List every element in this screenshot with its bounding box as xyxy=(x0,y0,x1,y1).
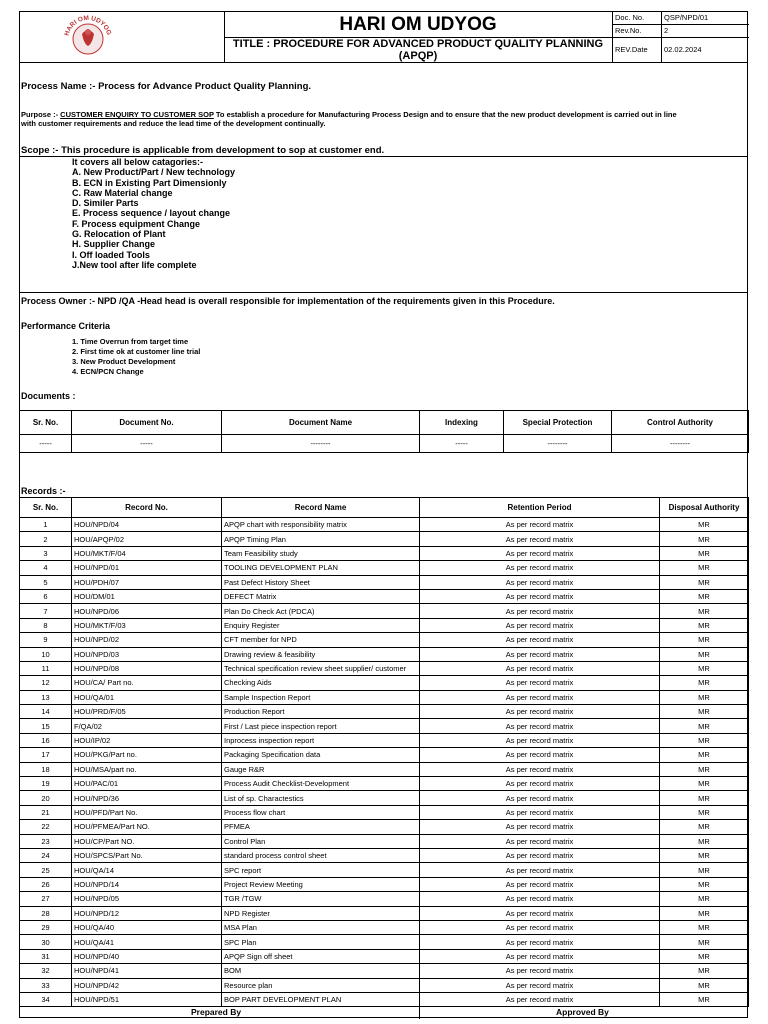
table-cell: MR xyxy=(660,546,749,560)
table-cell: MR xyxy=(660,892,749,906)
table-row xyxy=(20,863,749,877)
table-cell: ----- xyxy=(420,435,504,453)
table-cell: As per record matrix xyxy=(420,661,660,675)
meta-value: 02.02.2024 xyxy=(661,37,702,62)
table-cell: HOU/MSA/part no. xyxy=(72,762,222,776)
table-cell: MR xyxy=(660,762,749,776)
table-cell: As per record matrix xyxy=(420,690,660,704)
table-cell: 2 xyxy=(20,532,72,546)
table-cell: MR xyxy=(660,589,749,603)
table-row xyxy=(20,978,749,992)
table-cell: ----- xyxy=(20,435,72,453)
table-cell: -------- xyxy=(222,435,420,453)
table-cell: MR xyxy=(660,561,749,575)
table-row xyxy=(20,618,749,632)
table-cell: 7 xyxy=(20,604,72,618)
documents-label: Documents : xyxy=(21,391,76,401)
company-logo xyxy=(58,14,118,60)
table-cell: Project Review Meeting xyxy=(222,877,420,891)
table-cell: 21 xyxy=(20,805,72,819)
table-cell: 8 xyxy=(20,618,72,632)
table-cell: HOU/NPD/14 xyxy=(72,877,222,891)
document-title: TITLE : PROCEDURE FOR ADVANCED PRODUCT QUALITY PLANNING (APQP) xyxy=(232,38,604,62)
table-cell: 30 xyxy=(20,935,72,949)
table-cell: HOU/QA/40 xyxy=(72,920,222,934)
table-cell: 3 xyxy=(20,546,72,560)
table-cell: As per record matrix xyxy=(420,618,660,632)
table-row xyxy=(20,561,749,575)
table-cell: MR xyxy=(660,777,749,791)
table-cell: As per record matrix xyxy=(420,762,660,776)
table-cell: Checking Aids xyxy=(222,676,420,690)
column-header: Document No. xyxy=(72,411,222,435)
scope-item: C. Raw Material change xyxy=(72,187,173,198)
column-header: Sr. No. xyxy=(20,411,72,435)
records-label: Records :- xyxy=(21,486,66,496)
table-cell: HOU/PFD/Part No. xyxy=(72,805,222,819)
table-cell: HOU/PDH/07 xyxy=(72,575,222,589)
approved-by-label: Approved By xyxy=(556,1007,609,1017)
column-header: Sr. No. xyxy=(20,498,72,518)
table-cell: BOM xyxy=(222,964,420,978)
table-cell: MR xyxy=(660,690,749,704)
table-cell: -------- xyxy=(504,435,612,453)
table-cell: APQP Sign off sheet xyxy=(222,949,420,963)
table-cell: Drawing review & feasibility xyxy=(222,647,420,661)
footer-divider xyxy=(419,1007,420,1019)
scope-item: J.New tool after life complete xyxy=(72,259,197,270)
table-cell: As per record matrix xyxy=(420,532,660,546)
table-cell: HOU/NPD/42 xyxy=(72,978,222,992)
scope-label: Scope :- This procedure is applicable from development to sop at customer end. xyxy=(21,145,385,156)
table-cell: As per record matrix xyxy=(420,518,660,532)
column-header: Control Authority xyxy=(612,411,749,435)
table-row xyxy=(20,964,749,978)
column-header: Document Name xyxy=(222,411,420,435)
table-cell: HOU/NPD/03 xyxy=(72,647,222,661)
table-cell: As per record matrix xyxy=(420,633,660,647)
table-cell: MR xyxy=(660,978,749,992)
table-cell: 6 xyxy=(20,589,72,603)
table-row xyxy=(20,690,749,704)
process-name: Process Name :- Process for Advance Product Quality Planning. xyxy=(21,81,312,92)
table-cell: 28 xyxy=(20,906,72,920)
table-cell: 12 xyxy=(20,676,72,690)
table-cell: HOU/NPD/12 xyxy=(72,906,222,920)
table-cell: As per record matrix xyxy=(420,676,660,690)
purpose-underlined: CUSTOMER ENQUIRY TO CUSTOMER SOP xyxy=(60,110,214,119)
table-cell: As per record matrix xyxy=(420,978,660,992)
table-cell: As per record matrix xyxy=(420,892,660,906)
table-cell: As per record matrix xyxy=(420,589,660,603)
table-row xyxy=(20,848,749,862)
table-cell: HOU/QA/41 xyxy=(72,935,222,949)
table-cell: 5 xyxy=(20,575,72,589)
table-cell: As per record matrix xyxy=(420,863,660,877)
records-table xyxy=(19,497,749,1007)
table-cell: HOU/PAC/01 xyxy=(72,777,222,791)
table-cell: HOU/CP/Part NO. xyxy=(72,834,222,848)
table-cell: As per record matrix xyxy=(420,820,660,834)
table-cell: APQP chart with responsibility matrix xyxy=(222,518,420,532)
divider xyxy=(19,292,748,293)
table-row xyxy=(20,589,749,603)
table-cell: -------- xyxy=(612,435,749,453)
column-header: Record No. xyxy=(72,498,222,518)
column-header: Indexing xyxy=(420,411,504,435)
meta-rev-no xyxy=(613,24,749,38)
table-cell: Plan Do Check Act (PDCA) xyxy=(222,604,420,618)
scope-item: A. New Product/Part / New technology xyxy=(72,167,236,178)
company-name: HARI OM UDYOG xyxy=(224,12,612,38)
table-cell: HOU/DM/01 xyxy=(72,589,222,603)
table-cell: MR xyxy=(660,705,749,719)
table-row xyxy=(20,935,749,949)
documents-header-row xyxy=(20,411,749,435)
scope-item: I. Off loaded Tools xyxy=(72,249,150,260)
table-cell: As per record matrix xyxy=(420,834,660,848)
table-cell: As per record matrix xyxy=(420,906,660,920)
table-row xyxy=(20,748,749,762)
purpose-line-1 xyxy=(21,110,677,119)
table-cell: MR xyxy=(660,661,749,675)
meta-label: Rev.No. xyxy=(615,26,642,35)
table-cell: Process flow chart xyxy=(222,805,420,819)
purpose-prefix: Purpose :- xyxy=(21,110,61,119)
table-cell: MR xyxy=(660,748,749,762)
table-cell: Technical specification review sheet supplier/ customer xyxy=(222,661,420,675)
table-cell: 23 xyxy=(20,834,72,848)
table-cell: HOU/NPD/36 xyxy=(72,791,222,805)
scope-item: F. Process equipment Change xyxy=(72,218,201,229)
table-cell: As per record matrix xyxy=(420,992,660,1006)
table-row xyxy=(20,661,749,675)
table-cell: ----- xyxy=(72,435,222,453)
table-row xyxy=(20,719,749,733)
records-body xyxy=(20,518,749,1007)
table-cell: MR xyxy=(660,518,749,532)
table-cell: MSA Plan xyxy=(222,920,420,934)
divider xyxy=(19,452,748,453)
table-cell: Inprocess inspection report xyxy=(222,733,420,747)
table-row xyxy=(20,546,749,560)
table-cell: As per record matrix xyxy=(420,719,660,733)
table-cell: MR xyxy=(660,820,749,834)
table-cell: HOU/PRD/F/05 xyxy=(72,705,222,719)
table-row xyxy=(20,762,749,776)
table-cell: HOU/APQP/02 xyxy=(72,532,222,546)
table-cell: 14 xyxy=(20,705,72,719)
table-row xyxy=(20,920,749,934)
table-cell: As per record matrix xyxy=(420,920,660,934)
table-cell: HOU/CA/ Part no. xyxy=(72,676,222,690)
table-cell: MR xyxy=(660,906,749,920)
records-header-row xyxy=(20,498,749,518)
table-cell: As per record matrix xyxy=(420,561,660,575)
table-cell: MR xyxy=(660,618,749,632)
table-cell: F/QA/02 xyxy=(72,719,222,733)
scope-intro: It covers all below catagories:- xyxy=(72,157,204,167)
table-cell: MR xyxy=(660,920,749,934)
table-cell: As per record matrix xyxy=(420,791,660,805)
table-cell: 20 xyxy=(20,791,72,805)
table-cell: 17 xyxy=(20,748,72,762)
performance-item: 2. First time ok at customer line trial xyxy=(72,347,201,356)
table-cell: MR xyxy=(660,791,749,805)
table-cell: SPC report xyxy=(222,863,420,877)
table-cell: MR xyxy=(660,964,749,978)
table-cell: As per record matrix xyxy=(420,546,660,560)
table-row xyxy=(20,676,749,690)
scope-item: B. ECN in Existing Part Dimensionly xyxy=(72,177,227,188)
table-cell: 9 xyxy=(20,633,72,647)
table-row xyxy=(20,805,749,819)
table-cell: 1 xyxy=(20,518,72,532)
table-row xyxy=(20,949,749,963)
table-cell: HOU/NPD/06 xyxy=(72,604,222,618)
table-cell: TOOLING DEVELOPMENT PLAN xyxy=(222,561,420,575)
table-cell: HOU/PKG/Part no. xyxy=(72,748,222,762)
signature-footer xyxy=(19,1006,748,1019)
table-cell: 25 xyxy=(20,863,72,877)
table-row xyxy=(20,647,749,661)
process-owner: Process Owner :- NPD /QA -Head head is overall responsible for implementation of the requirements given in this Procedure. xyxy=(21,296,555,306)
table-cell: HOU/PFMEA/Part NO. xyxy=(72,820,222,834)
logo-text: HARI OM UDYOG xyxy=(63,14,113,37)
purpose-text: To establish a procedure for Manufacturing Process Design and to ensure that the new product development is carried out in line xyxy=(213,110,677,119)
table-cell: DEFECT Matrix xyxy=(222,589,420,603)
scope-item: D. Similer Parts xyxy=(72,198,139,209)
performance-item: 1. Time Overrun from target time xyxy=(72,337,189,346)
column-header: Disposal Authority xyxy=(660,498,749,518)
table-row xyxy=(20,633,749,647)
table-row xyxy=(20,435,749,453)
document-header xyxy=(19,11,748,63)
table-cell: SPC Plan xyxy=(222,935,420,949)
table-cell: HOU/NPD/51 xyxy=(72,992,222,1006)
table-cell: MR xyxy=(660,647,749,661)
performance-item: 4. ECN/PCN Change xyxy=(72,367,144,376)
table-cell: As per record matrix xyxy=(420,935,660,949)
performance-label: Performance Criteria xyxy=(21,321,111,331)
table-cell: As per record matrix xyxy=(420,748,660,762)
table-cell: List of sp. Charactestics xyxy=(222,791,420,805)
table-cell: MR xyxy=(660,633,749,647)
meta-label: Doc. No. xyxy=(615,13,645,22)
table-cell: 18 xyxy=(20,762,72,776)
table-cell: MR xyxy=(660,848,749,862)
scope-item: G. Relocation of Plant xyxy=(72,229,166,240)
table-row xyxy=(20,777,749,791)
table-cell: As per record matrix xyxy=(420,777,660,791)
table-cell: BOP PART DEVELOPMENT PLAN xyxy=(222,992,420,1006)
table-row xyxy=(20,992,749,1006)
table-cell: 27 xyxy=(20,892,72,906)
table-row xyxy=(20,906,749,920)
meta-label: REV.Date xyxy=(615,45,648,54)
table-cell: MR xyxy=(660,604,749,618)
table-cell: 19 xyxy=(20,777,72,791)
table-cell: 29 xyxy=(20,920,72,934)
table-cell: HOU/NPD/02 xyxy=(72,633,222,647)
table-cell: MR xyxy=(660,834,749,848)
table-cell: 4 xyxy=(20,561,72,575)
table-cell: As per record matrix xyxy=(420,705,660,719)
table-cell: As per record matrix xyxy=(420,877,660,891)
table-cell: Production Report xyxy=(222,705,420,719)
table-row xyxy=(20,518,749,532)
table-cell: MR xyxy=(660,877,749,891)
performance-item: 3. New Product Development xyxy=(72,357,176,366)
column-header: Record Name xyxy=(222,498,420,518)
table-cell: HOU/NPD/08 xyxy=(72,661,222,675)
table-cell: 24 xyxy=(20,848,72,862)
prepared-by-label: Prepared By xyxy=(191,1007,242,1017)
meta-value: 2 xyxy=(661,24,668,37)
table-cell: APQP Timing Plan xyxy=(222,532,420,546)
table-cell: 34 xyxy=(20,992,72,1006)
table-row xyxy=(20,604,749,618)
table-cell: Resource plan xyxy=(222,978,420,992)
table-cell: MR xyxy=(660,719,749,733)
table-cell: As per record matrix xyxy=(420,575,660,589)
table-row xyxy=(20,877,749,891)
table-cell: Control Plan xyxy=(222,834,420,848)
table-cell: PFMEA xyxy=(222,820,420,834)
table-cell: Gauge R&R xyxy=(222,762,420,776)
meta-rev-date xyxy=(613,37,749,62)
meta-value: QSP/NPD/01 xyxy=(661,12,708,24)
column-header: Retention Period xyxy=(420,498,660,518)
table-cell: Sample Inspection Report xyxy=(222,690,420,704)
performance-list xyxy=(72,337,200,377)
table-cell: HOU/NPD/05 xyxy=(72,892,222,906)
table-cell: As per record matrix xyxy=(420,964,660,978)
table-cell: 11 xyxy=(20,661,72,675)
table-cell: Team Feasibility study xyxy=(222,546,420,560)
table-cell: MR xyxy=(660,676,749,690)
table-cell: 31 xyxy=(20,949,72,963)
table-row xyxy=(20,575,749,589)
table-cell: First / Last piece inspection report xyxy=(222,719,420,733)
table-cell: Process Audit Checklist-Development xyxy=(222,777,420,791)
table-cell: As per record matrix xyxy=(420,733,660,747)
table-cell: 26 xyxy=(20,877,72,891)
table-cell: MR xyxy=(660,532,749,546)
scope-item: E. Process sequence / layout change xyxy=(72,208,231,219)
table-cell: NPD Register xyxy=(222,906,420,920)
table-cell: MR xyxy=(660,805,749,819)
table-cell: HOU/NPD/41 xyxy=(72,964,222,978)
table-cell: Packaging Specification data xyxy=(222,748,420,762)
table-cell: MR xyxy=(660,949,749,963)
table-cell: HOU/MKT/F/03 xyxy=(72,618,222,632)
table-cell: As per record matrix xyxy=(420,949,660,963)
table-cell: MR xyxy=(660,733,749,747)
table-row xyxy=(20,820,749,834)
table-cell: HOU/QA/14 xyxy=(72,863,222,877)
document-meta xyxy=(612,12,749,62)
table-cell: MR xyxy=(660,992,749,1006)
purpose-line-2: with customer requirements and reduce the lead time of the development continually. xyxy=(21,119,326,128)
table-cell: HOU/IP/02 xyxy=(72,733,222,747)
table-cell: 32 xyxy=(20,964,72,978)
table-cell: MR xyxy=(660,863,749,877)
table-cell: As per record matrix xyxy=(420,647,660,661)
table-row xyxy=(20,791,749,805)
table-cell: 33 xyxy=(20,978,72,992)
table-cell: HOU/QA/01 xyxy=(72,690,222,704)
table-cell: As per record matrix xyxy=(420,848,660,862)
table-cell: 16 xyxy=(20,733,72,747)
table-row xyxy=(20,834,749,848)
table-row xyxy=(20,705,749,719)
scope-item: H. Supplier Change xyxy=(72,239,156,250)
table-row xyxy=(20,532,749,546)
table-cell: Enquiry Register xyxy=(222,618,420,632)
table-cell: As per record matrix xyxy=(420,805,660,819)
table-cell: MR xyxy=(660,935,749,949)
table-cell: 22 xyxy=(20,820,72,834)
table-cell: HOU/NPD/40 xyxy=(72,949,222,963)
table-cell: 13 xyxy=(20,690,72,704)
table-row xyxy=(20,733,749,747)
table-cell: Past Defect History Sheet xyxy=(222,575,420,589)
table-cell: TGR /TGW xyxy=(222,892,420,906)
table-cell: HOU/NPD/01 xyxy=(72,561,222,575)
table-cell: 10 xyxy=(20,647,72,661)
table-cell: As per record matrix xyxy=(420,604,660,618)
logo-cell xyxy=(20,12,225,62)
table-cell: HOU/SPCS/Part No. xyxy=(72,848,222,862)
table-cell: standard process control sheet xyxy=(222,848,420,862)
table-cell: HOU/NPD/04 xyxy=(72,518,222,532)
table-cell: CFT member for NPD xyxy=(222,633,420,647)
scope-list xyxy=(72,157,235,270)
table-cell: HOU/MKT/F/04 xyxy=(72,546,222,560)
documents-table xyxy=(19,410,749,453)
table-cell: 15 xyxy=(20,719,72,733)
column-header: Special Protection xyxy=(504,411,612,435)
table-cell: MR xyxy=(660,575,749,589)
table-row xyxy=(20,892,749,906)
